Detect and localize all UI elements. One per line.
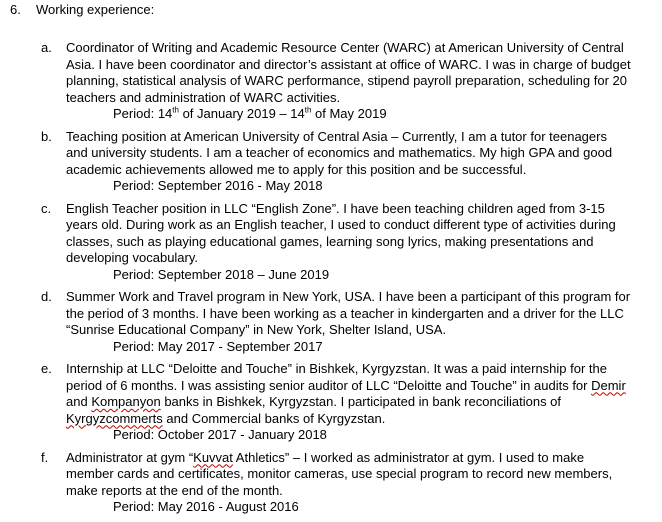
experience-item-auca-teaching: [0, 129, 662, 195]
section-heading: [10, 2, 154, 19]
experience-item-english-zone: [0, 201, 662, 284]
section-title: Working experience:: [36, 2, 155, 17]
item-letter: b.: [41, 128, 52, 144]
item-period: Period: September 2016 - May 2018: [113, 178, 323, 193]
item-description: Administrator at gym “Kuvvat Athletics” – I worked as administrator at gym. I used to make member cards and certificates, monitor cameras, use special program to record new members, make reports at the end of the month.: [66, 449, 613, 498]
spellcheck-word: Demir: [591, 377, 626, 393]
experience-list: [0, 40, 662, 522]
item-letter: c.: [41, 200, 52, 216]
item-description: English Teacher position in LLC “English Zone”. I have been teaching children aged from 3-15 years old. During work as an English teacher, I used to conduct different type of activities during classes, such as playing educational games, learning song lyrics, making presentations and developing vocabulary.: [66, 200, 616, 265]
experience-item-deloitte: [0, 361, 662, 444]
spellcheck-word: Kyrgyzcommerts: [66, 410, 163, 426]
experience-item-work-and-travel: [0, 289, 662, 355]
spellcheck-word: Kuvvat: [193, 449, 233, 465]
item-description: Summer Work and Travel program in New York, USA. I have been a participant of this program for the period of 3 months. I have been working as a teacher in kindergarten and a driver for the LLC “Sunrise Educational Company” in New York, Shelter Island, USA.: [66, 289, 631, 337]
item-period: Period: October 2017 - January 2018: [113, 427, 327, 442]
item-description: Coordinator of Writing and Academic Resource Center (WARC) at American University of Central Asia. I have been coordinator and director’s assistant at office of WARC. I was in charge of budget planning, statistical analysis of WARC performance, stipend payroll preparation, scheduling for 20 teachers and administration of WARC activities.: [66, 40, 631, 105]
item-letter: f.: [41, 449, 49, 465]
experience-item-gym: [0, 450, 662, 516]
item-period: Period: May 2017 - September 2017: [113, 338, 323, 354]
item-description: Teaching position at American University of Central Asia – Currently, I am a tutor for teenagers and university students. I am a teacher of economics and mathematics. My high GPA and good academic achievements allowed me to apply for this position and be successful.: [66, 128, 613, 177]
item-period: Period: May 2016 - August 2016: [113, 499, 299, 514]
item-letter: e.: [41, 361, 52, 376]
item-period: Period: 14th of January 2019 – 14th of May 2019: [113, 105, 387, 121]
item-letter: d.: [41, 289, 52, 304]
item-period: Period: September 2018 – June 2019: [113, 266, 330, 282]
item-description: Internship at LLC “Deloitte and Touche” in Bishkek, Kyrgyzstan. It was a paid internship for the period of 6 months. I was assisting senior auditor of LLC “Deloitte and Touche” in audits for Demir and Kompanyon banks in Bishkek, Kyrgyzstan. I participated in bank reconciliations of Kyrgyzcommerts and Commercial banks of Kyrgyzstan.: [66, 361, 626, 426]
section-number: 6.: [10, 2, 21, 17]
item-letter: a.: [41, 40, 52, 55]
experience-item-warc: [0, 40, 662, 123]
spellcheck-word: Kompanyon: [91, 394, 161, 409]
